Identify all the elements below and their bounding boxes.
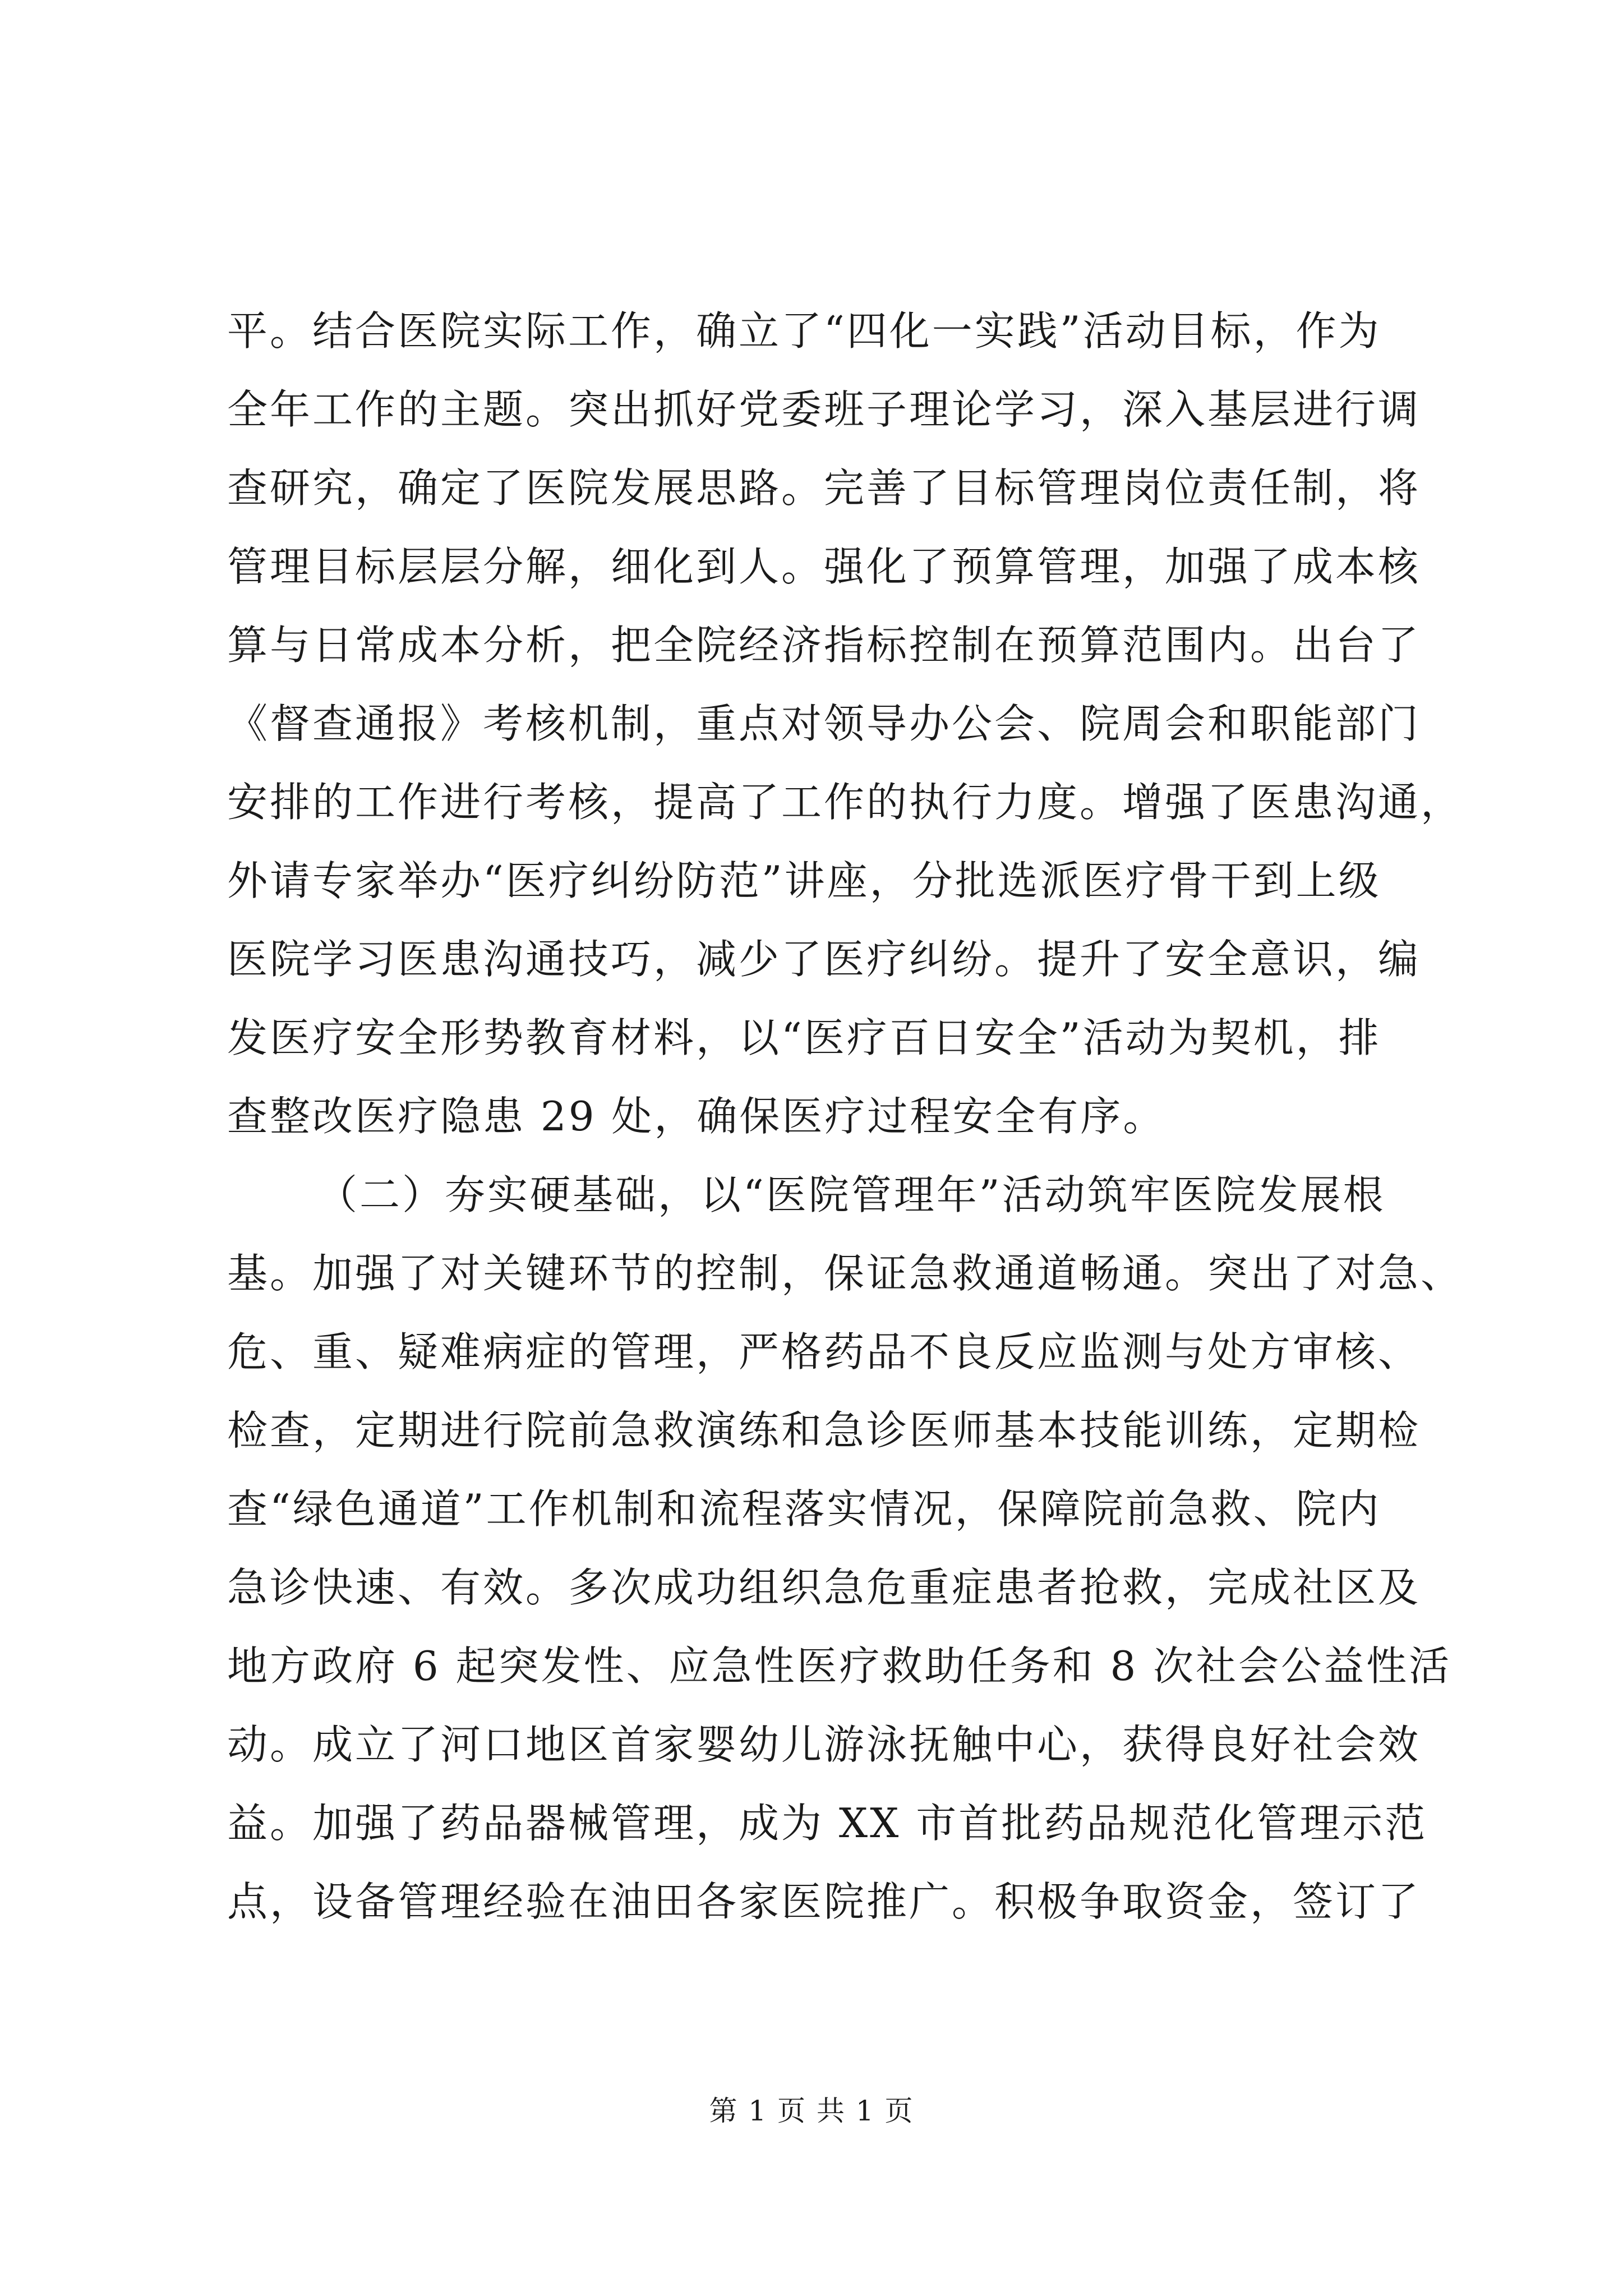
text-line: 安排的工作进行考核，提高了工作的执行力度。增强了医患沟通， xyxy=(227,779,1464,826)
paragraph-2 xyxy=(227,1156,1464,1941)
text-line: 地方政府 6 起突发性、应急性医疗救助任务和 8 次社会公益性活 xyxy=(227,1642,1452,1690)
text-line: 查研究，确定了医院发展思路。完善了目标管理岗位责任制，将 xyxy=(227,464,1421,512)
text-line: （二）夯实硬基础，以“医院管理年”活动筑牢医院发展根 xyxy=(317,1171,1386,1218)
document-body xyxy=(227,292,1464,1941)
text-line: 查“绿色通道”工作机制和流程落实情况，保障院前急救、院内 xyxy=(227,1485,1381,1533)
text-line: 全年工作的主题。突出抓好党委班子理论学习，深入基层进行调 xyxy=(227,386,1421,433)
text-line: 动。成立了河口地区首家婴幼儿游泳抚触中心，获得良好社会效 xyxy=(227,1721,1421,1768)
text-line: 医院学习医患沟通技巧，减少了医疗纠纷。提升了安全意识，编 xyxy=(227,936,1421,983)
text-line: 查整改医疗隐患 29 处，确保医疗过程安全有序。 xyxy=(227,1093,1166,1140)
text-line: 管理目标层层分解，细化到人。强化了预算管理，加强了成本核 xyxy=(227,543,1421,590)
text-line: 急诊快速、有效。多次成功组织急危重症患者抢救，完成社区及 xyxy=(227,1564,1421,1611)
text-line: 算与日常成本分析，把全院经济指标控制在预算范围内。出台了 xyxy=(227,622,1421,669)
text-line: 危、重、疑难病症的管理，严格药品不良反应监测与处方审核、 xyxy=(227,1328,1421,1375)
text-line: 发医疗安全形势教育材料，以“医疗百日安全”活动为契机，排 xyxy=(227,1014,1381,1061)
text-line: 检查，定期进行院前急救演练和急诊医师基本技能训练，定期检 xyxy=(227,1407,1421,1454)
text-line: 点，设备管理经验在油田各家医院推广。积极争取资金，签订了 xyxy=(227,1878,1421,1925)
text-line: 《督查通报》考核机制，重点对领导办公会、院周会和职能部门 xyxy=(227,700,1421,747)
page-footer: 第 1 页 共 1 页 xyxy=(709,2095,914,2127)
text-line: 外请专家举办“医疗纠纷防范”讲座，分批选派医疗骨干到上级 xyxy=(227,857,1381,904)
text-line: 平。结合医院实际工作，确立了“四化一实践”活动目标，作为 xyxy=(227,307,1381,355)
text-line: 益。加强了药品器械管理，成为 XX 市首批药品规范化管理示范 xyxy=(227,1800,1428,1847)
text-line: 基。加强了对关键环节的控制，保证急救通道畅通。突出了对急、 xyxy=(227,1250,1464,1297)
paragraph-1 xyxy=(227,292,1464,1156)
